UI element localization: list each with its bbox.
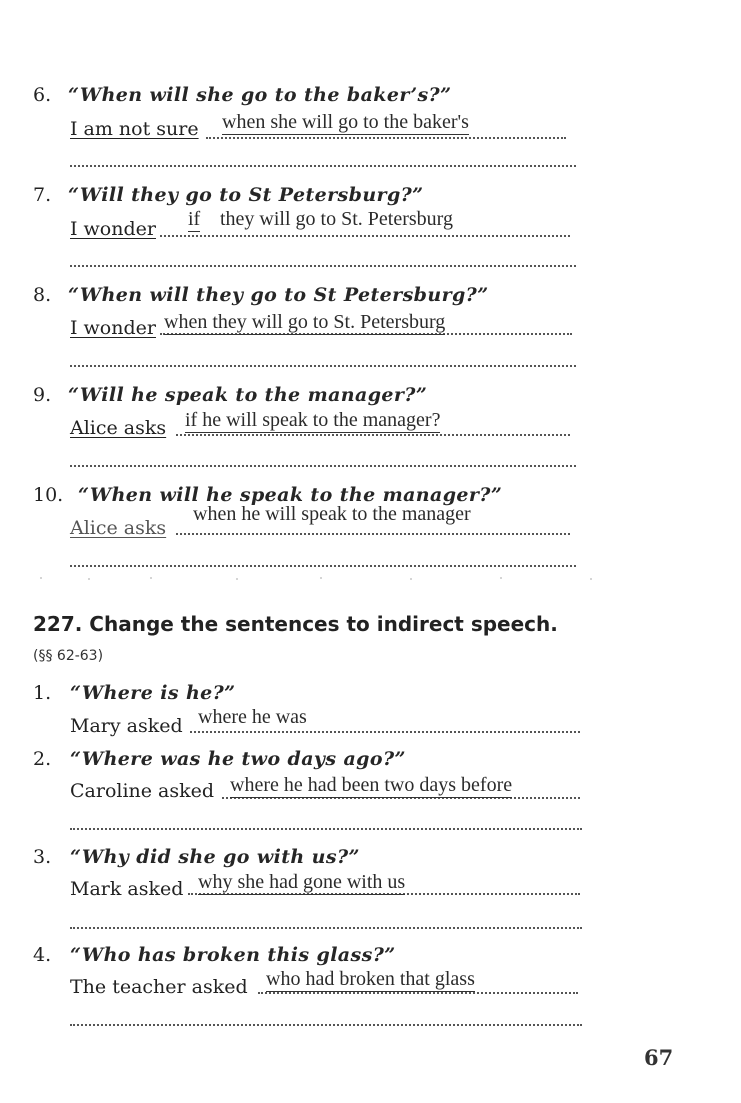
blank-line — [70, 165, 576, 167]
handwritten-answer: who had broken that glass — [266, 968, 475, 990]
scan-speck — [88, 578, 90, 580]
item-quote: “Where was he two days ago?” — [70, 748, 406, 770]
answer-line-dots — [190, 731, 580, 733]
item-lead — [70, 517, 166, 539]
item-number: 1. — [33, 682, 52, 704]
item-number: 10. — [33, 484, 64, 506]
scan-speck — [236, 578, 238, 580]
exercise-heading: 227. Change the sentences to indirect speech. — [33, 612, 558, 636]
scan-speck — [500, 577, 502, 579]
item-number: 8. — [33, 284, 52, 306]
scan-speck — [40, 577, 42, 579]
item-number: 4. — [33, 944, 52, 966]
lead-text: Alice asks — [70, 517, 167, 539]
lead-text: I am not sure — [70, 118, 199, 140]
item-lead: Mark asked — [70, 878, 184, 900]
handwritten-answer: why she had gone with us — [198, 871, 406, 893]
scan-speck — [150, 577, 152, 579]
blank-line — [70, 265, 576, 267]
handwritten-answer-prefix: if — [188, 208, 201, 230]
item-number: 2. — [33, 748, 52, 770]
blank-line — [70, 365, 576, 367]
blank-line — [70, 927, 582, 929]
handwritten-answer: when she will go to the baker's — [222, 111, 469, 133]
answer-line-dots — [206, 137, 566, 139]
lead-text: I wonder — [70, 317, 156, 339]
blank-line — [70, 565, 576, 567]
item-number: 6. — [33, 84, 52, 106]
answer-line-dots — [258, 992, 578, 994]
item-lead: Mary asked — [70, 715, 183, 737]
handwritten-answer: when they will go to St. Petersburg — [164, 311, 446, 333]
item-lead — [70, 317, 156, 339]
scan-speck — [410, 578, 412, 580]
scan-speck — [320, 577, 322, 579]
blank-line — [70, 828, 582, 830]
handwritten-answer: if he will speak to the manager? — [185, 409, 441, 431]
handwritten-answer: they will go to St. Petersburg — [220, 208, 453, 230]
item-quote: “Will he speak to the manager?” — [68, 384, 428, 406]
scan-speck — [590, 578, 592, 580]
handwritten-answer: when he will speak to the manager — [193, 503, 471, 525]
item-lead — [70, 417, 166, 439]
lead-text: Alice asks — [70, 417, 167, 439]
item-quote: “Will they go to St Petersburg?” — [68, 184, 424, 206]
item-number: 3. — [33, 846, 52, 868]
answer-line-dots — [160, 235, 570, 237]
item-lead: The teacher asked — [70, 976, 248, 998]
handwritten-answer: where he had been two days before — [230, 774, 513, 796]
item-quote: “When will they go to St Petersburg?” — [68, 284, 489, 306]
item-number: 7. — [33, 184, 52, 206]
lead-text: I wonder — [70, 218, 156, 240]
item-quote: “Why did she go with us?” — [70, 846, 360, 868]
handwritten-answer: where he was — [198, 706, 307, 728]
grammar-reference: (§§ 62-63) — [33, 648, 104, 664]
item-lead: Caroline asked — [70, 780, 215, 802]
item-quote: “When will she go to the baker’s?” — [68, 84, 452, 106]
item-quote: “When will he speak to the manager?” — [78, 484, 503, 506]
item-quote: “Where is he?” — [70, 682, 236, 704]
item-lead — [70, 118, 199, 140]
item-lead — [70, 218, 156, 240]
item-quote: “Who has broken this glass?” — [70, 944, 396, 966]
answer-line-dots — [176, 533, 570, 535]
blank-line — [70, 1024, 582, 1026]
page-number: 67 — [644, 1045, 674, 1070]
item-number: 9. — [33, 384, 52, 406]
answer-line-dots — [176, 434, 570, 436]
blank-line — [70, 465, 576, 467]
